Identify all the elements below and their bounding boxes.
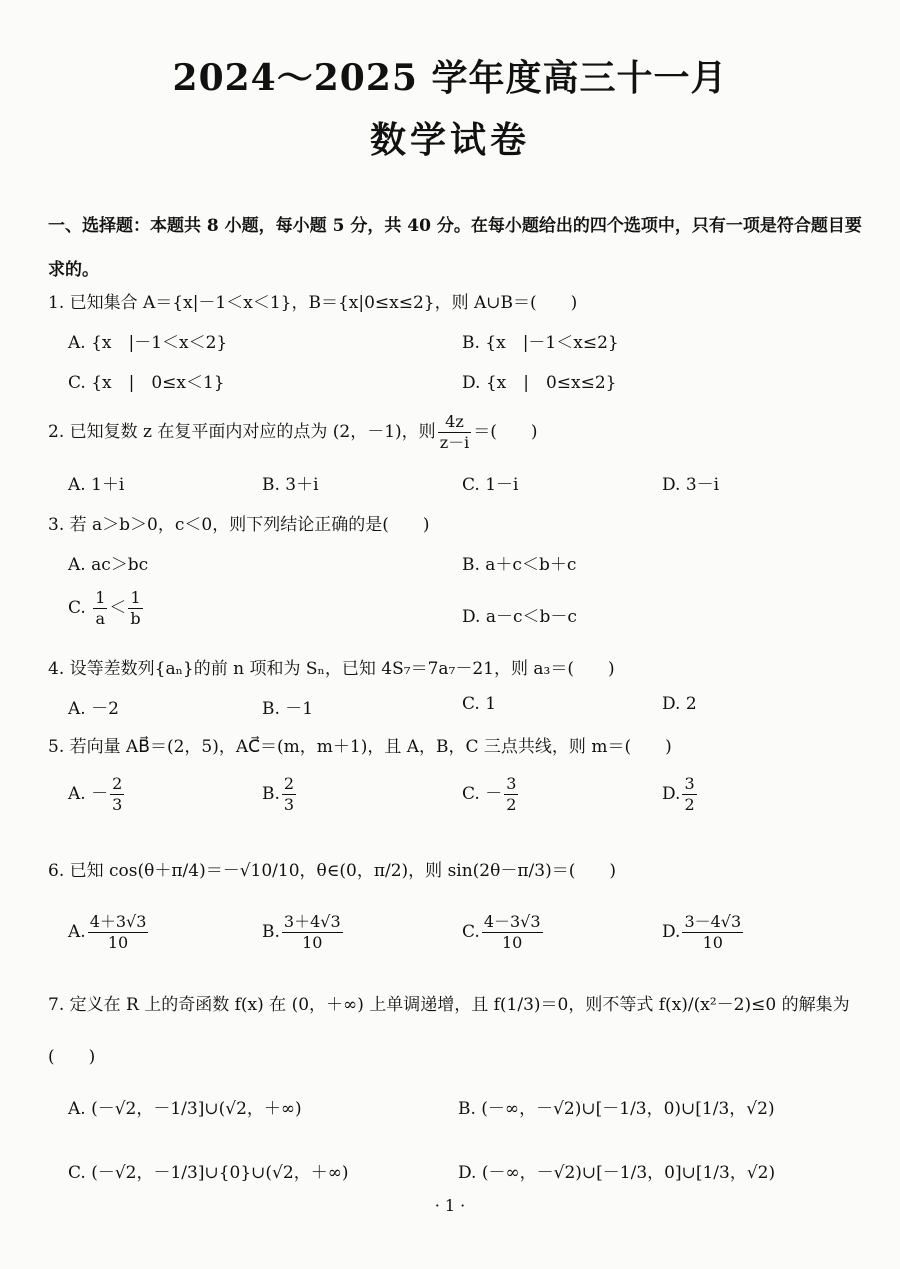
question-3-option-c-label: C.: [68, 598, 86, 618]
question-1-option-d: D. {x | 0≤x≤2}: [462, 373, 617, 393]
question-4-option-a: A. －2: [68, 699, 119, 719]
question-2-fraction: [438, 412, 472, 453]
frac-num: 4＋3√3: [89, 912, 147, 931]
question-5-option-d: [662, 774, 699, 815]
exam-title: 2024～2025 学年度高三十一月: [172, 57, 728, 99]
frac-num: 1: [128, 588, 142, 609]
fraction: [282, 774, 296, 815]
fraction: [504, 774, 518, 815]
question-2-stem-suffix: ＝( ): [473, 422, 538, 442]
question-7-option-b: B. (－∞，－√2)∪[－1/3，0)∪[1/3，√2): [458, 1099, 775, 1119]
option-label: D.: [662, 784, 681, 804]
question-1-option-b: B. {x |－1＜x≤2}: [462, 333, 619, 353]
question-7-option-d: D. (－∞，－√2)∪[－1/3，0]∪[1/3，√2): [458, 1163, 776, 1183]
question-3-option-a: A. ac＞bc: [68, 555, 149, 575]
question-3-option-c: [68, 588, 145, 629]
question-1-option-c: C. {x | 0≤x＜1}: [68, 373, 225, 393]
question-2-option-b: B. 3＋i: [262, 475, 319, 495]
question-7-stem: 7. 定义在 R 上的奇函数 f(x) 在 (0，＋∞) 上单调递增，且 f(1/3)＝0，则不等式 f(x)/(x²－2)≤0 的解集为: [48, 995, 850, 1015]
section-heading: 一、选择题：本题共 8 小题，每小题 5 分，共 40 分。在每小题给出的四个选项中，只有一项是符合题目要求的。: [48, 216, 862, 280]
fraction: [482, 912, 543, 953]
question-4-stem: 4. 设等差数列{aₙ}的前 n 项和为 Sₙ，已知 4S₇＝7a₇－21，则 a₃＝( ): [48, 659, 615, 679]
frac-den: a: [95, 609, 106, 628]
fraction: [682, 774, 696, 815]
frac-den: 10: [107, 933, 129, 952]
question-2-frac-num: 4z: [438, 412, 472, 433]
fraction: [110, 774, 124, 815]
option-label: A.: [68, 922, 86, 942]
frac-den: 10: [702, 933, 723, 952]
frac-num: 3: [506, 774, 517, 793]
question-7-option-c: C. (－√2，－1/3]∪{0}∪(√2，＋∞): [68, 1163, 349, 1183]
option-label: C.: [462, 922, 480, 942]
question-6-stem: 6. 已知 cos(θ＋π/4)＝－√10/10，θ∈(0，π/2)，则 sin(2θ－π/3)＝( ): [48, 861, 616, 881]
question-3-option-d: D. a－c＜b－c: [462, 607, 577, 627]
question-2-stem-prefix: 2. 已知复数 z 在复平面内对应的点为 (2，－1)，则: [48, 422, 436, 442]
question-3-option-b: B. a＋c＜b＋c: [462, 555, 577, 575]
question-5-option-b: [262, 774, 298, 815]
question-3-stem: 3. 若 a＞b＞0，c＜0，则下列结论正确的是( ): [48, 515, 430, 535]
option-label: A. －: [68, 784, 109, 804]
frac-den: 10: [502, 933, 523, 952]
question-3-frac-2: [128, 588, 142, 629]
question-2-stem: [48, 412, 538, 453]
question-7-answer-paren: ( ): [48, 1047, 96, 1067]
question-6-option-c: [462, 912, 545, 953]
frac-den: 10: [302, 933, 323, 952]
frac-num: 1: [95, 588, 106, 607]
option-label: C. －: [462, 784, 503, 804]
frac-den: 2: [506, 795, 517, 814]
option-label: D.: [662, 922, 681, 942]
fraction: [682, 912, 743, 953]
question-5-option-a: [68, 774, 126, 815]
question-4-option-b: B. －1: [262, 699, 314, 719]
frac-num: 4－3√3: [483, 912, 541, 931]
question-5-option-c: [462, 774, 520, 815]
question-1-option-a: A. {x |－1＜x＜2}: [68, 333, 228, 353]
fraction: [88, 912, 149, 953]
question-4-option-d: D. 2: [662, 694, 697, 714]
fraction: [282, 912, 343, 953]
exam-subtitle: 数学试卷: [369, 119, 530, 161]
frac-den: 3: [112, 795, 123, 814]
question-6-option-b: [262, 912, 345, 953]
question-1-stem: 1. 已知集合 A＝{x|－1＜x＜1}，B＝{x|0≤x≤2}，则 A∪B＝( ): [48, 293, 578, 313]
question-2-frac-den: z－i: [439, 433, 470, 452]
question-6-option-d: [662, 912, 745, 953]
question-7-option-a: A. (－√2，－1/3]∪(√2，＋∞): [68, 1099, 302, 1119]
frac-den: 3: [283, 795, 295, 814]
frac-den: b: [130, 609, 141, 628]
question-3-frac-1: [93, 588, 107, 629]
question-2-option-a: A. 1＋i: [68, 475, 125, 495]
frac-num: 3: [684, 774, 695, 793]
option-label: B.: [262, 784, 280, 804]
less-than: ＜: [109, 598, 127, 618]
frac-den: 2: [684, 795, 695, 814]
question-2-option-c: C. 1－i: [462, 475, 519, 495]
question-5-stem: 5. 若向量 AB⃗＝(2，5)，AC⃗＝(m，m＋1)，且 A，B，C 三点共线，则 m＝( ): [48, 737, 672, 757]
page-number: · 1 ·: [434, 1196, 466, 1215]
frac-num: 3－4√3: [684, 912, 742, 931]
question-4-option-c: C. 1: [462, 694, 497, 714]
frac-num: 2: [283, 774, 295, 793]
option-label: B.: [262, 922, 280, 942]
question-2-option-d: D. 3－i: [662, 475, 720, 495]
frac-num: 2: [112, 774, 123, 793]
frac-num: 3＋4√3: [283, 912, 341, 931]
question-6-option-a: [68, 912, 150, 953]
